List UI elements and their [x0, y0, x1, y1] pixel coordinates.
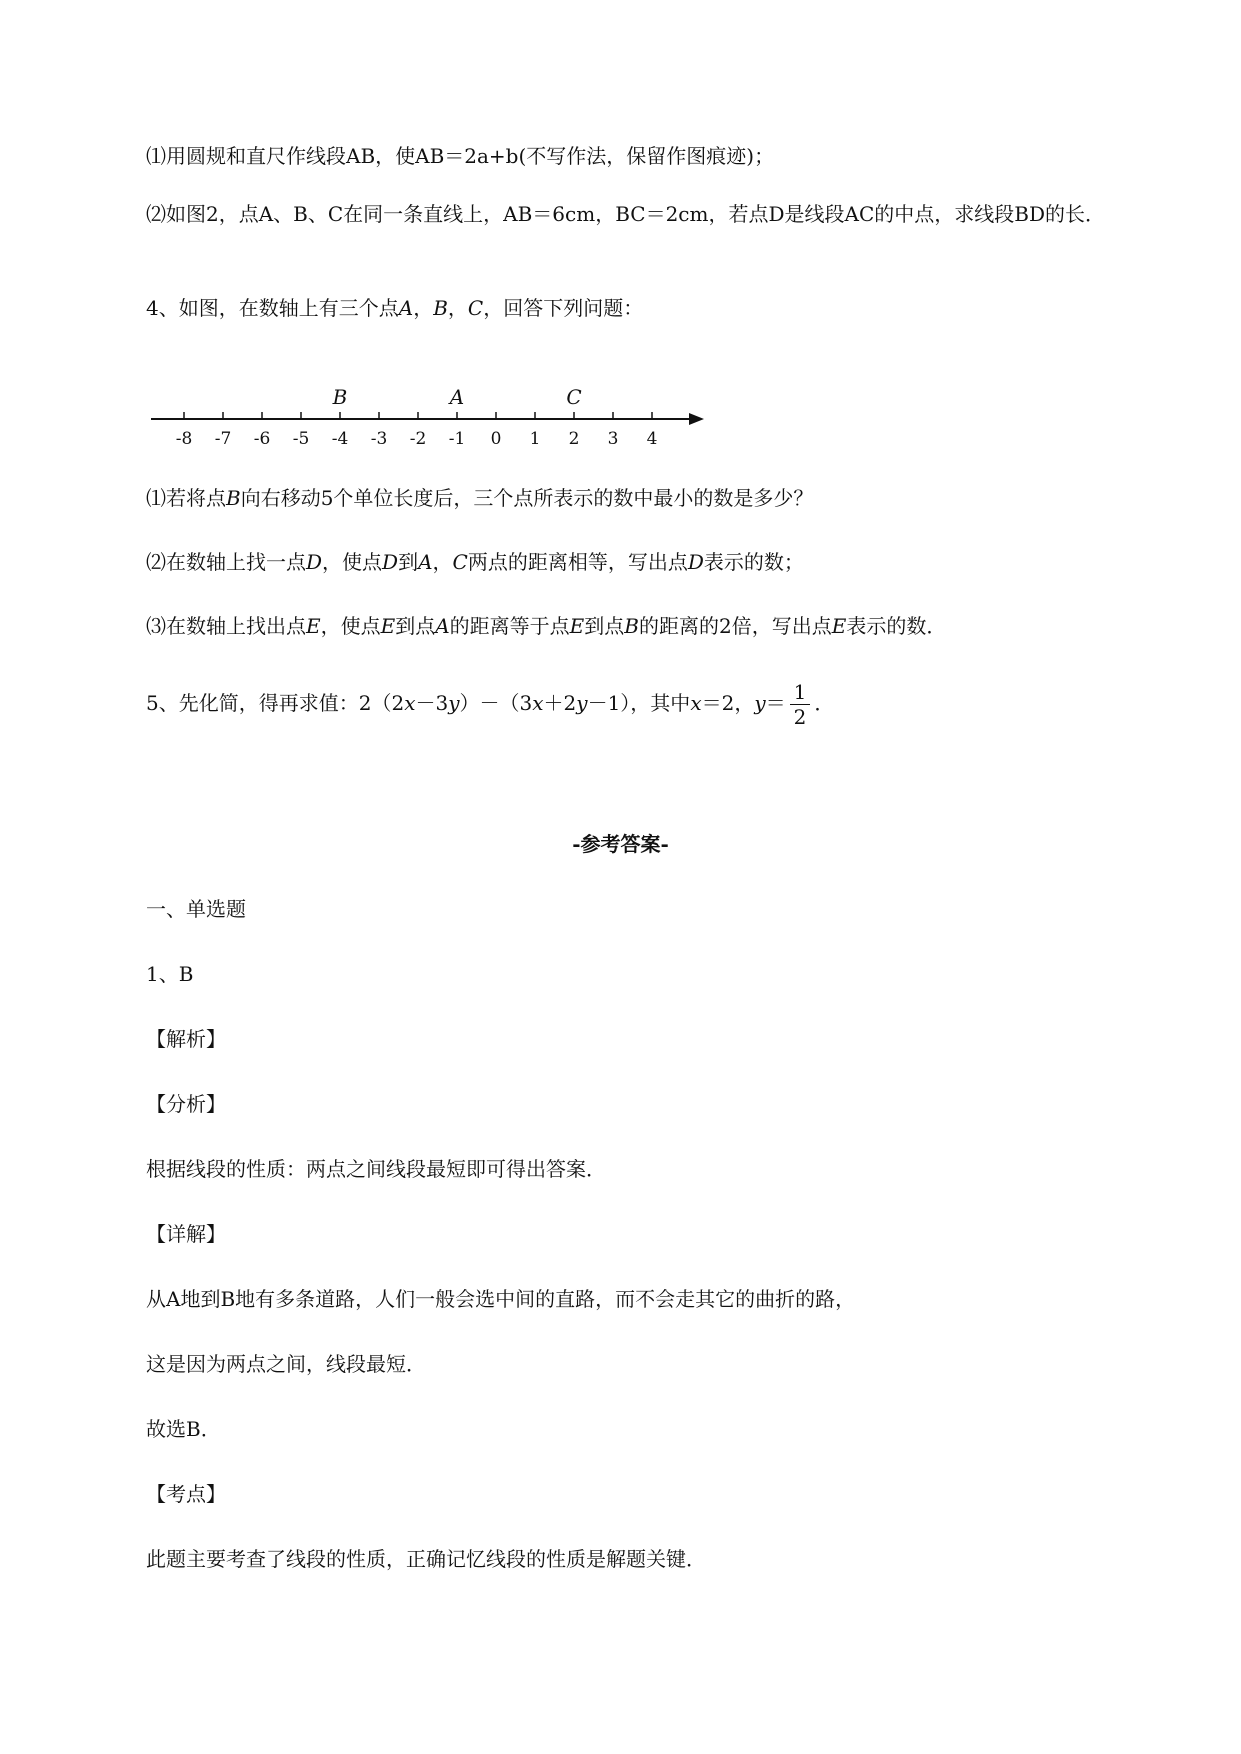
point-label-c: C: [566, 385, 582, 409]
tick-label: -4: [331, 429, 349, 448]
tick-label: 0: [490, 429, 502, 448]
kaodian-heading: 【考点】: [146, 1482, 226, 1506]
tick-label: 2: [568, 429, 580, 448]
tick-label: 4: [646, 429, 658, 448]
q4-sub1: ⑴若将点B向右移动5个单位长度后，三个点所表示的数中最小的数是多少？: [146, 486, 814, 510]
fenxi-text: 根据线段的性质：两点之间线段最短即可得出答案．: [146, 1157, 606, 1181]
number-line-figure: [146, 378, 706, 448]
answers-title: -参考答案-: [572, 832, 669, 856]
xiangjie-line-2: 这是因为两点之间，线段最短．: [146, 1352, 426, 1376]
tick-label: 1: [529, 429, 541, 448]
kaodian-text: 此题主要考查了线段的性质，正确记忆线段的性质是解题关键．: [146, 1547, 706, 1571]
q4-sub2: ⑵在数轴上找一点D，使点D到A，C两点的距离相等，写出点D表示的数；: [146, 550, 804, 574]
tick-label: -1: [448, 429, 466, 448]
xiangjie-heading: 【详解】: [146, 1222, 226, 1246]
tick-label: -3: [370, 429, 388, 448]
jiexi-heading: 【解析】: [146, 1027, 226, 1051]
q4-stem: 4、如图，在数轴上有三个点A，B，C，回答下列问题：: [146, 296, 644, 320]
q4-sub3: ⑶在数轴上找出点E，使点E到点A的距离等于点E到点B的距离的2倍，写出点E表示的数．: [146, 614, 947, 638]
xiangjie-line-1: 从A地到B地有多条道路，人们一般会选中间的直路，而不会走其它的曲折的路，: [146, 1287, 856, 1311]
answers-section: 一、单选题: [146, 897, 246, 921]
answer-item-1: 1、B: [146, 962, 194, 986]
fraction-one-half: $\frac{1}{2}$: [790, 680, 811, 729]
q3-part1: ⑴用圆规和直尺作线段AB，使AB＝2a+b(不写作法，保留作图痕迹)；: [146, 144, 775, 168]
fenxi-heading: 【分析】: [146, 1092, 226, 1116]
tick-label: -2: [409, 429, 427, 448]
q5: 5、先化简，得再求值：2（2x－3y）－（3x＋2y－1），其中x＝2，y＝ $\frac{1}{2}$ ．: [146, 680, 835, 729]
q3-part2: ⑵如图2，点A、B、C在同一条直线上，AB＝6cm，BC＝2cm，若点D是线段AC的中点，求线段BD的长．: [146, 202, 1105, 226]
point-label-a: A: [449, 385, 465, 409]
xiangjie-line-3: 故选B．: [146, 1417, 221, 1441]
tick-label: -5: [292, 429, 310, 448]
tick-label: -8: [175, 429, 193, 448]
point-label-b: B: [332, 385, 348, 409]
tick-label: -6: [253, 429, 271, 448]
tick-label: 3: [607, 429, 619, 448]
tick-label: -7: [214, 429, 232, 448]
